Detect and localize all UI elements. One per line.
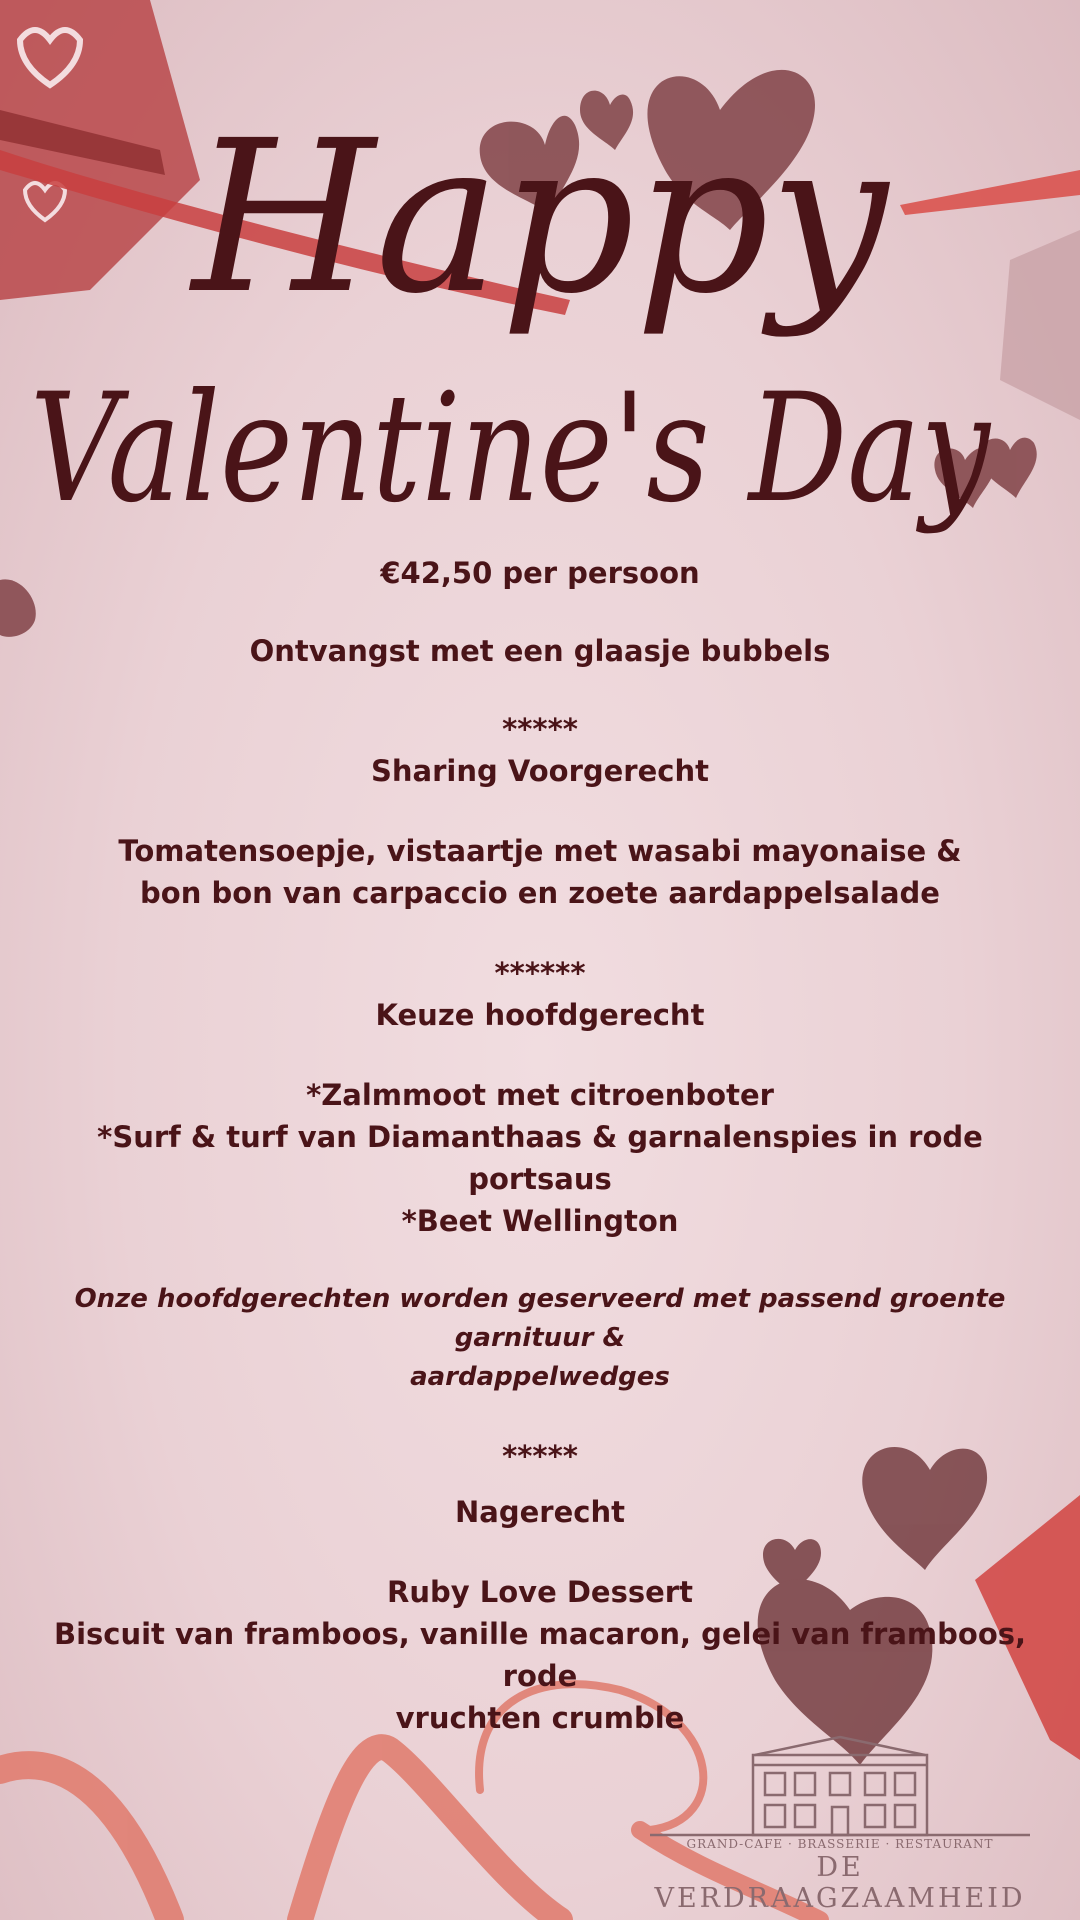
dessert-title: Nagerecht	[455, 1495, 625, 1529]
separator: *****	[502, 712, 578, 746]
dessert-description: Biscuit van framboos, vanille macaron, gelei van framboos, rode	[53, 1617, 1027, 1693]
title-valentines-day: Valentine's Day	[30, 362, 992, 536]
main-course-note: aardappelwedges	[410, 1362, 670, 1392]
main-option: *Surf & turf van Diamanthaas & garnalenspies in rode portsaus	[97, 1120, 983, 1196]
main-course-note: Onze hoofdgerechten worden geserveerd met passend groente garnituur &	[74, 1284, 1006, 1353]
starter-description: bon bon van carpaccio en zoete aardappelsalade	[140, 876, 940, 910]
starter-title: Sharing Voorgerecht	[371, 754, 709, 788]
logo-name: DE VERDRAAGZAAMHEID	[654, 1852, 1026, 1914]
menu	[40, 552, 1040, 1739]
main-option: *Beet Wellington	[401, 1204, 679, 1238]
main-course-title: Keuze hoofdgerecht	[375, 998, 705, 1032]
title-happy: Happy	[192, 95, 888, 340]
starter-description: Tomatensoepje, vistaartje met wasabi mayonaise &	[118, 834, 962, 868]
separator: *****	[502, 1439, 578, 1473]
logo-subtitle: GRAND-CAFE · BRASSERIE · RESTAURANT	[686, 1837, 994, 1851]
price: €42,50 per persoon	[380, 556, 700, 590]
building-icon	[650, 1735, 1030, 1840]
restaurant-logo	[650, 1735, 1030, 1914]
title-heading	[0, 40, 1080, 600]
main-option: *Zalmmoot met citroenboter	[306, 1078, 774, 1112]
dessert-name: Ruby Love Dessert	[387, 1575, 693, 1609]
separator: ******	[494, 956, 586, 990]
dessert-description: vruchten crumble	[395, 1701, 685, 1735]
welcome-line: Ontvangst met een glaasje bubbels	[249, 634, 831, 668]
